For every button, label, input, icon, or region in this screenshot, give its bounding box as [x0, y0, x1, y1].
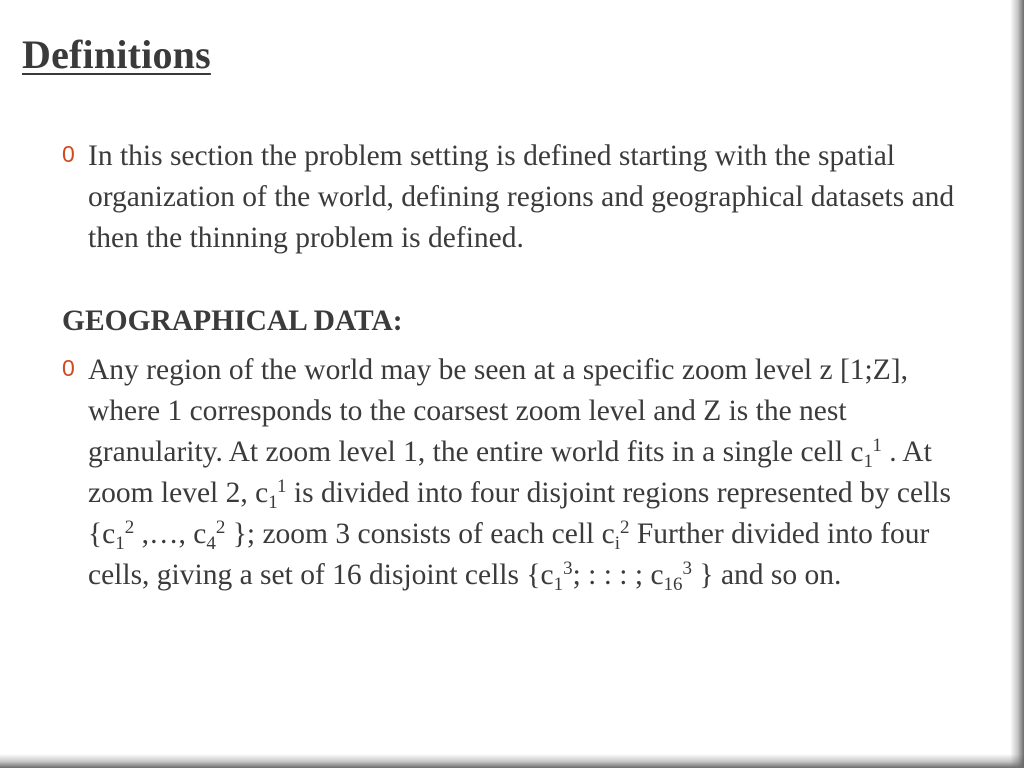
slide-title: Definitions	[22, 32, 211, 77]
cell-subscript: 4	[206, 533, 216, 554]
slide-content	[62, 136, 962, 596]
intro-text: In this section the problem setting is defined starting with the spatial organization of the world, defining regions and geographical datasets and then the thinning problem is defined.	[88, 140, 955, 254]
geo-text-part: ; : : : ; c	[572, 559, 664, 591]
cell-superscript: 2	[215, 517, 226, 538]
bullet-marker-icon: 0	[62, 141, 75, 167]
geo-text-part: ,…, c	[134, 518, 207, 550]
cell-superscript: 1	[277, 476, 287, 497]
geo-text-part: Further divided into four cells, giving a set of 16 disjoint cells {c	[88, 518, 930, 591]
cell-subscript: 1	[268, 492, 278, 513]
cell-subscript: 1	[863, 451, 873, 472]
geo-text-part: } and so on.	[692, 559, 842, 591]
cell-subscript: 1	[553, 574, 564, 595]
bullet-marker-icon: 0	[62, 355, 75, 381]
geo-text-part: }; zoom 3 consists of each cell c	[225, 518, 615, 550]
geo-text-part: is divided into four disjoint regions represented by cells {c	[88, 477, 951, 550]
cell-superscript: 3	[682, 558, 693, 579]
bullet-geographical-data	[62, 350, 962, 596]
cell-superscript: 2	[124, 517, 135, 538]
cell-subscript: 1	[115, 533, 125, 554]
section-heading: GEOGRAPHICAL DATA:	[62, 305, 403, 337]
cell-superscript: 1	[872, 435, 882, 456]
bullet-intro	[62, 136, 962, 259]
cell-subscript: 16	[663, 574, 683, 595]
cell-superscript: 2	[620, 517, 630, 538]
cell-superscript: 3	[563, 558, 573, 579]
geo-text-part: Any region of the world may be seen at a specific zoom level z [1;Z], where 1 corresponds to the coarsest zoom level and Z is the nest granularity. At zoom level 1, the entire world fits in a single cell c	[88, 354, 908, 468]
geo-text-part: . At zoom level 2, c	[88, 436, 932, 509]
cell-subscript: i	[614, 533, 620, 554]
